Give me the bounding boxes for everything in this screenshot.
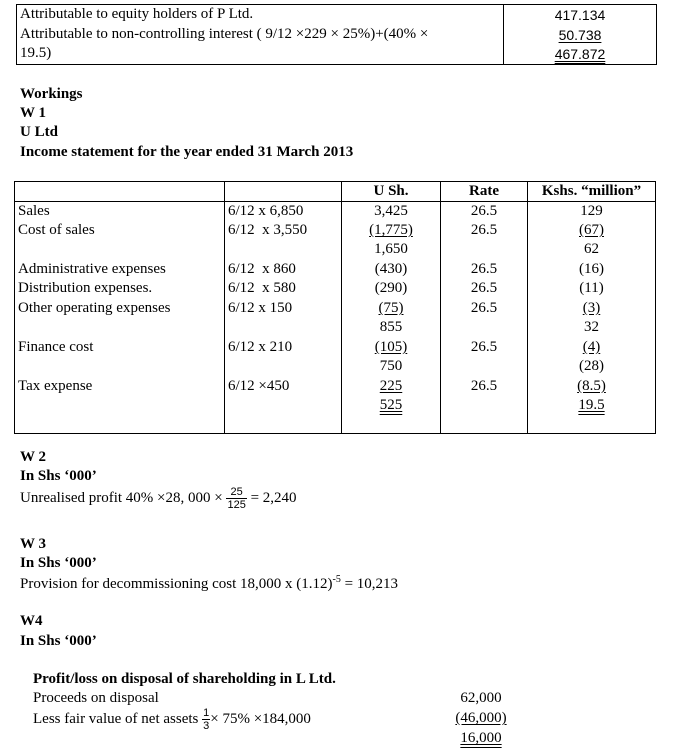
table-row-rate: 26.5 — [470, 261, 498, 277]
w2-code: W 2 — [20, 449, 46, 465]
w2-formula — [20, 486, 297, 511]
workings-heading: Workings — [20, 86, 83, 102]
w4-fraction: $\frac{1}{3}$ — [203, 707, 210, 732]
w1-code: W 1 — [20, 105, 46, 121]
table-row-ksh: (28) — [579, 358, 604, 374]
col-header-ush: U Sh. — [373, 183, 409, 199]
table-row-label: Sales — [18, 203, 50, 219]
table-row-ush: 525 — [379, 397, 403, 413]
w2-result: = 2,240 — [250, 489, 297, 506]
nci-label-line2: 19.5) — [20, 45, 52, 61]
w3-result: = 10,213 — [340, 576, 399, 592]
w4-total-value: 16,000 — [460, 730, 502, 746]
table-row-ksh: (11) — [579, 280, 604, 296]
w4-net-assets-value: (46,000) — [455, 710, 507, 726]
equity-holders-value: 417.134 — [554, 7, 606, 23]
table-row-ush: 750 — [379, 358, 403, 374]
table-row-rate: 26.5 — [470, 339, 498, 355]
equity-holders-label: Attributable to equity holders of P Ltd. — [20, 6, 254, 22]
table-row-calc: 6/12 x 150 — [228, 300, 293, 316]
table-row-ush: (105) — [374, 339, 408, 355]
w4-net-assets-calc: × 75% ×184,000 — [210, 710, 311, 727]
w3-exponent: -5 — [332, 574, 341, 585]
table-row-ksh: 32 — [584, 319, 599, 335]
table-row-ksh: 62 — [584, 241, 599, 257]
w3-text: Provision for decommissioning cost 18,000 x (1.12) — [20, 576, 333, 592]
w4-net-assets-label: Less fair value of net assets — [33, 710, 199, 727]
w4-proceeds-label: Proceeds on disposal — [33, 690, 159, 706]
table-row-ush: (430) — [374, 261, 408, 277]
table-row-ksh: (8.5) — [577, 378, 606, 394]
table-row-calc: 6/12 x 580 — [228, 280, 296, 296]
table-row-rate: 26.5 — [470, 378, 498, 394]
table-row-ush: 225 — [379, 378, 403, 394]
col-header-rate: Rate — [469, 183, 499, 199]
table-row-rate: 26.5 — [470, 300, 498, 316]
table-row-rate: 26.5 — [470, 222, 498, 238]
table-row-calc: 6/12 x 210 — [228, 339, 293, 355]
table-row-ush: (75) — [378, 300, 404, 316]
table-row-ush: (290) — [374, 280, 408, 296]
table-row-rate: 26.5 — [470, 203, 498, 219]
w2-text: Unrealised profit 40% ×28, 000 × — [20, 489, 223, 506]
table-row-label: Finance cost — [18, 339, 94, 355]
table-row-label: Administrative expenses — [18, 261, 166, 277]
table-row-ksh: (3) — [582, 300, 601, 316]
table-row-label: Other operating expenses — [18, 300, 171, 316]
w4-proceeds-value: 62,000 — [460, 690, 502, 706]
total-value: 467.872 — [554, 46, 606, 62]
table-row-ksh: 19.5 — [578, 397, 605, 413]
table-row-label: Cost of sales — [18, 222, 95, 238]
w4-title: Profit/loss on disposal of shareholding in L Ltd. — [33, 671, 336, 687]
w4-code: W4 — [20, 613, 43, 629]
table-row-ush: 855 — [379, 319, 403, 335]
w2-fraction: $\frac{25}{125}$ — [227, 486, 246, 511]
w3-unit: In Shs ‘000’ — [20, 555, 97, 571]
nci-value: 50.738 — [558, 27, 602, 43]
w3-code: W 3 — [20, 536, 46, 552]
w3-formula — [20, 574, 398, 593]
table-row-calc: 6/12 x 3,550 — [228, 222, 308, 238]
w1-title: Income statement for the year ended 31 March 2013 — [20, 144, 354, 160]
table-row-calc: 6/12 x 860 — [228, 261, 296, 277]
table-row-calc: 6/12 x 6,850 — [228, 203, 304, 219]
table-row-ksh: (4) — [582, 339, 601, 355]
table-row-ush: 3,425 — [374, 203, 408, 219]
table-row-label: Tax expense — [18, 378, 93, 394]
col-header-kshs: Kshs. “million” — [541, 183, 642, 199]
table-row-rate: 26.5 — [470, 280, 498, 296]
w2-unit: In Shs ‘000’ — [20, 468, 97, 484]
table-row-ksh: 129 — [580, 203, 603, 219]
table-row-ksh: (67) — [579, 222, 604, 238]
table-row-ush: (1,775) — [369, 222, 413, 238]
w4-net-assets-formula — [33, 707, 311, 732]
table-row-ush: 1,650 — [374, 241, 408, 257]
w4-unit: In Shs ‘000’ — [20, 633, 97, 649]
nci-label-line1: Attributable to non-controlling interest ( 9/12 ×229 × 25%)+(40% × — [20, 26, 429, 42]
table-row-ksh: (16) — [579, 261, 604, 277]
w1-company: U Ltd — [20, 124, 58, 140]
table-row-label: Distribution expenses. — [18, 280, 153, 296]
table-row-calc: 6/12 ×450 — [228, 378, 290, 394]
